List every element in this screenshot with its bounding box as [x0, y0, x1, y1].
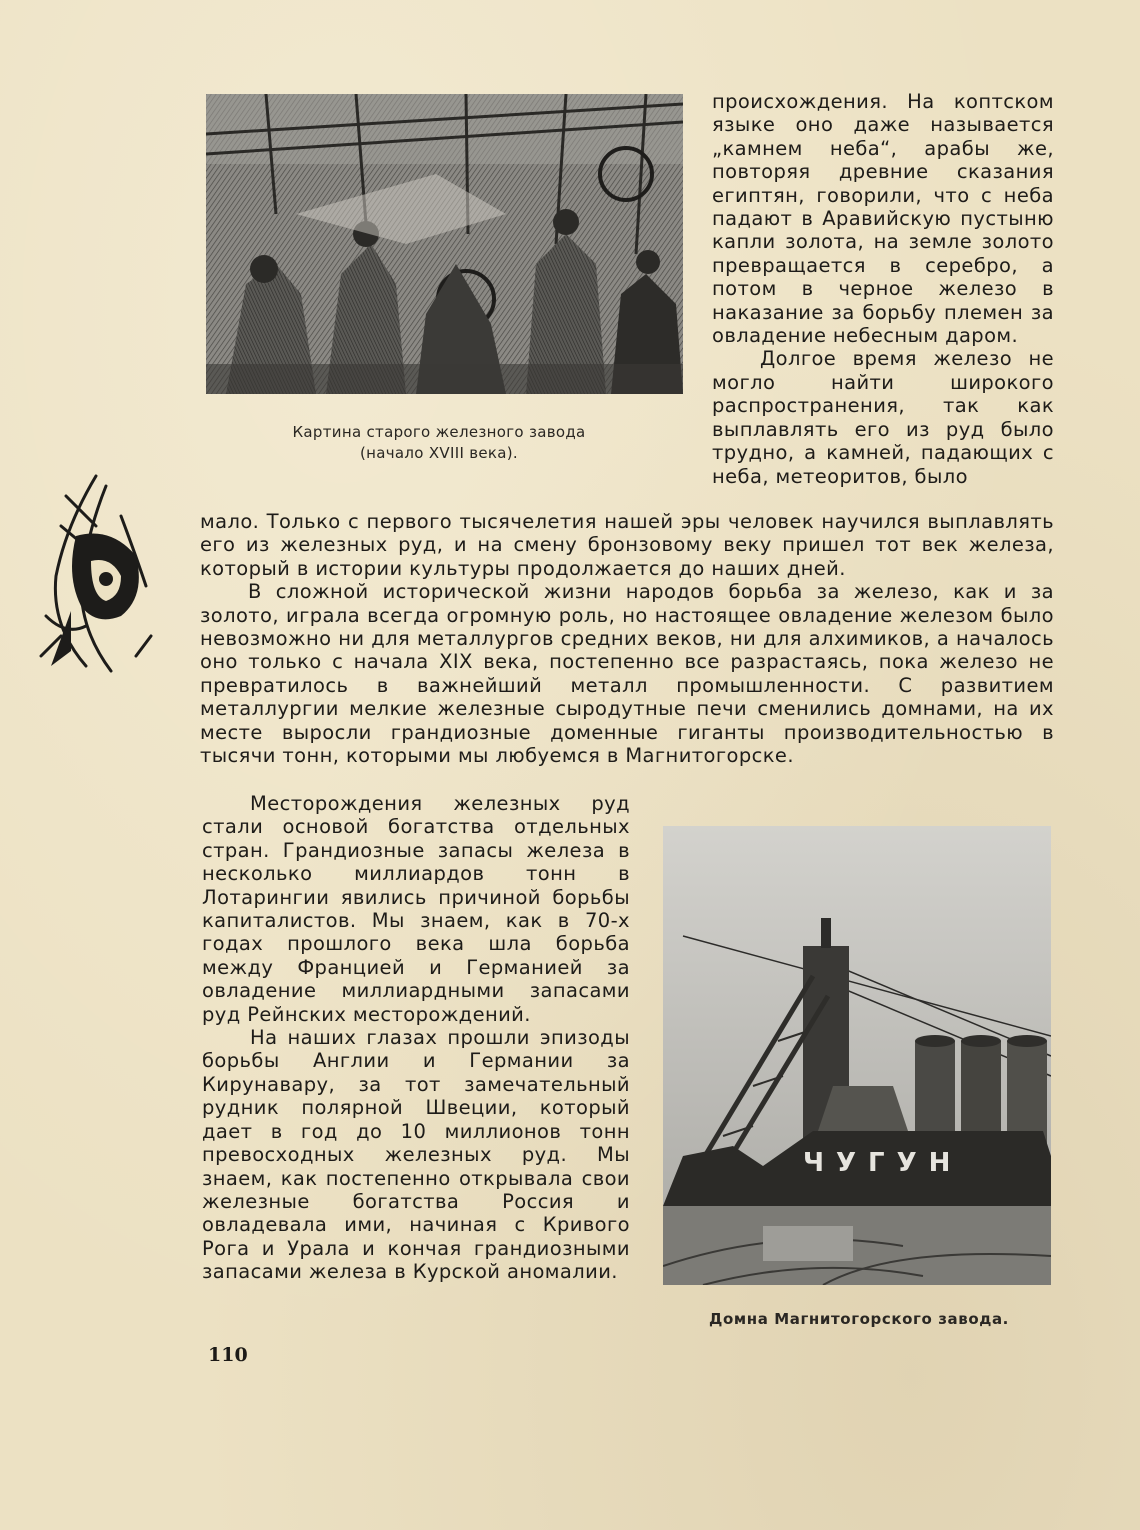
- caption-line-1: Картина старого железного завода: [292, 423, 586, 441]
- blast-furnace-image: [663, 826, 1051, 1285]
- old-ironworks-caption: [206, 422, 672, 464]
- right-column-text: [712, 90, 1054, 488]
- paragraph-koptic: происхождения. На коптском языке оно даже называется „камнем неба“, арабы же, повторяя древние сказания египтян, говорили, что с неба падают в Аравийскую пустыню капли золота, на земле золото превращается в серебро, а потом в черное железо в наказание за борьбу племен за овладение небесным даром.: [712, 90, 1054, 348]
- paragraph-iron-age: мало. Только с первого тысячелетия нашей эры человек научился выплавлять его из железных руд, и на смену бронзовому веку пришел тот век железа, который в истории культуры продолжается до наших дней.: [200, 510, 1054, 580]
- paragraph-deposits: Месторождения железных руд стали основой богатства отдельных стран. Грандиозные запасы железа в несколько миллиардов тонн в Лотарингии явились причиной борьбы капиталистов. Мы знаем, как в 70-х годах прошлого века шла борьба между Францией и Германией за овладение миллиардными запасами руд Рейнских месторождений.: [202, 792, 630, 1026]
- old-ironworks-illustration: [206, 94, 683, 394]
- blast-furnace-photo: [663, 826, 1051, 1285]
- decorative-ornament-icon: [26, 466, 166, 686]
- full-width-text: [200, 510, 1054, 767]
- paragraph-struggle-for-iron: В сложной исторической жизни народов борьба за железо, как и за золото, играла всегда огромную роль, но настоящее овладение железом было невозможно ни для металлургов средних веков, ни для алхимиков, а началось оно только с начала XIX века, постепенно все разрастаясь, пока железо не превратилось в важнейший металл промышленности. С развитием металлургии мелкие железные сыродутные печи сменились домнами, на их месте выросли грандиозные доменные гиганты производительностью в тысячи тонн, которыми мы любуемся в Магнитогорске.: [200, 580, 1054, 768]
- old-ironworks-engraving: [206, 94, 683, 394]
- blast-furnace-caption: Домна Магнитогорского завода.: [709, 1310, 1009, 1328]
- page-number: 110: [208, 1344, 248, 1366]
- paragraph-kirunavara: На наших глазах прошли эпизоды борьбы Англии и Германии за Кирунавару, за тот замечательный рудник полярной Швеции, который дает в год до 10 миллионов тонн превосходных железных руд. Мы знаем, как постепенно открывала свои железные богатства Россия и овладевала ими, начиная с Кривого Рога и Урала и кончая грандиозными запасами железа в Курской аномалии.: [202, 1026, 630, 1284]
- left-column-text: [202, 792, 630, 1284]
- furnace-sign-text: ЧУГУН: [803, 1148, 963, 1178]
- paragraph-iron-spread: Долгое время железо не могло найти широкого распространения, так как выплавлять его из руд было трудно, а камней, падающих с неба, метеоритов, было: [712, 347, 1054, 488]
- caption-line-2: (начало XVIII века).: [360, 444, 518, 462]
